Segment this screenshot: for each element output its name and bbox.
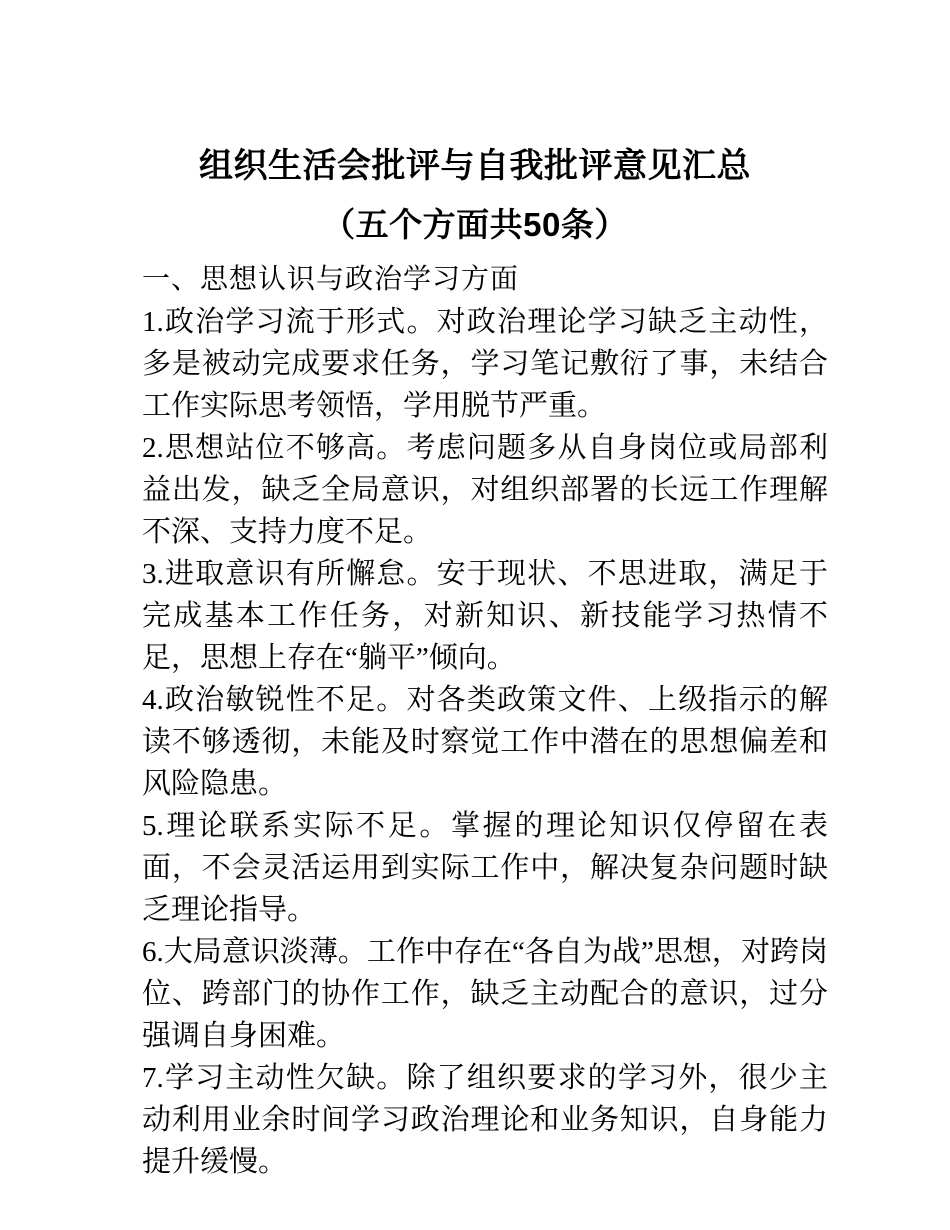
document-title: 组织生活会批评与自我批评意见汇总 <box>199 147 751 185</box>
document-subtitle: （五个方面共50条） <box>322 206 628 243</box>
criticism-item-7: 7.学习主动性欠缺。除了组织要求的学习外，很少主动利用业余时间学习政治理论和业务知识，自身能力提升缓慢。 <box>142 1062 828 1178</box>
criticism-item-6: 6.大局意识淡薄。工作中存在“各自为战”思想，对跨岗位、跨部门的协作工作，缺乏主动配合的意识，过分强调自身困难。 <box>142 936 828 1052</box>
section-heading: 一、思想认识与政治学习方面 <box>142 264 520 295</box>
criticism-item-5: 5.理论联系实际不足。掌握的理论知识仅停留在表面，不会灵活运用到实际工作中，解决复杂问题时缺乏理论指导。 <box>142 810 828 926</box>
criticism-item-3: 3.进取意识有所懈怠。安于现状、不思进取，满足于完成基本工作任务，对新知识、新技能学习热情不足，思想上存在“躺平”倾向。 <box>142 558 828 674</box>
criticism-item-4: 4.政治敏锐性不足。对各类政策文件、上级指示的解读不够透彻，未能及时察觉工作中潜在的思想偏差和风险隐患。 <box>142 684 828 800</box>
section-items <box>142 301 828 1183</box>
document-body <box>142 259 828 1183</box>
criticism-item-1: 1.政治学习流于形式。对政治理论学习缺乏主动性，多是被动完成要求任务，学习笔记敷衍了事，未结合工作实际思考领悟，学用脱节严重。 <box>142 306 828 422</box>
criticism-item-2: 2.思想站位不够高。考虑问题多从自身岗位或局部利益出发，缺乏全局意识，对组织部署的长远工作理解不深、支持力度不足。 <box>142 432 828 548</box>
